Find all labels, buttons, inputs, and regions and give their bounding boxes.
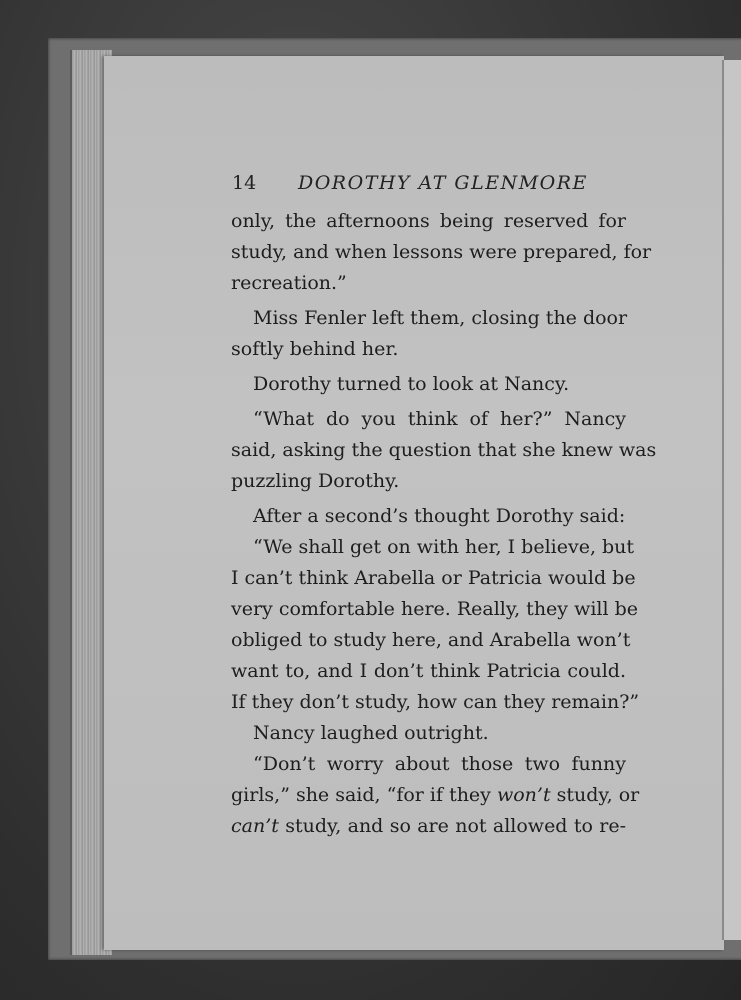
text-line: obliged to study here, and Arabella won’t — [231, 629, 631, 651]
text-line: very comfortable here. Really, they will be — [231, 598, 639, 620]
text-line: Miss Fenler left them, closing the door — [253, 307, 628, 329]
text-segment: study, and so are not allowed to re- — [278, 815, 626, 837]
text-segment: girls,” she said, “for if they — [231, 784, 497, 806]
text-line: “What do you think of her?” Nancy — [253, 408, 626, 430]
text-line: If they don’t study, how can they remain?” — [231, 691, 640, 713]
text-line-with-italic — [231, 811, 626, 842]
running-title: DOROTHY AT GLENMORE — [298, 172, 588, 194]
text-line: want to, and I don’t think Patricia could. — [231, 660, 626, 682]
text-line: recreation.” — [231, 272, 347, 294]
text-line: only, the afternoons being reserved for — [231, 210, 626, 232]
italic-word: can’t — [231, 815, 279, 837]
text-line: Nancy laughed outright. — [253, 722, 489, 744]
text-line: said, asking the question that she knew was — [231, 439, 657, 461]
text-line: puzzling Dorothy. — [231, 470, 400, 492]
facing-page-edge — [722, 60, 741, 940]
text-line: I can’t think Arabella or Patricia would be — [231, 567, 636, 589]
italic-word: won’t — [496, 784, 551, 806]
text-line-with-italic — [231, 780, 640, 811]
text-line: study, and when lessons were prepared, for — [231, 241, 652, 263]
text-segment: study, or — [550, 784, 640, 806]
text-line: After a second’s thought Dorothy said: — [253, 505, 626, 527]
page-header — [232, 172, 632, 202]
page-number: 14 — [232, 172, 257, 194]
text-line: “We shall get on with her, I believe, but — [253, 536, 635, 558]
body-text — [231, 206, 657, 842]
text-line: “Don’t worry about those two funny — [253, 753, 626, 775]
text-line: softly behind her. — [231, 338, 399, 360]
text-line: Dorothy turned to look at Nancy. — [253, 373, 570, 395]
